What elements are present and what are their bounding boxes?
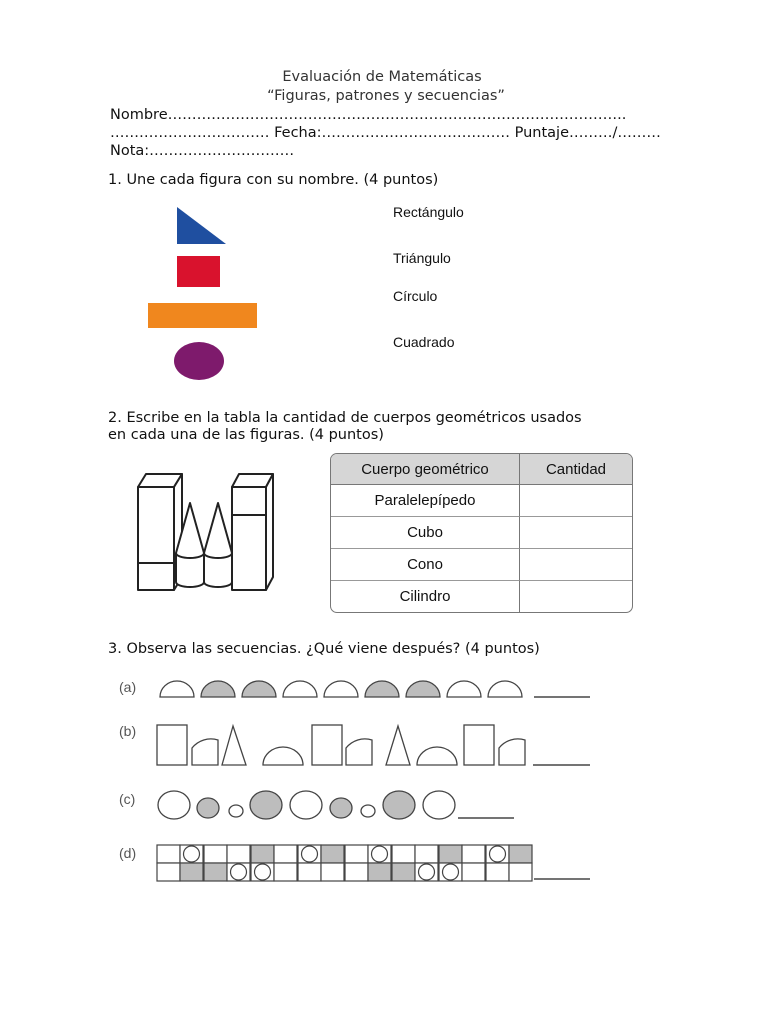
grid-7	[439, 845, 485, 881]
table-row	[331, 485, 632, 516]
seq-d-label: (d)	[119, 845, 137, 861]
grade-line: Nota:…………………………	[110, 143, 295, 159]
row-label: Cilindro	[331, 580, 520, 612]
row-label: Cubo	[331, 516, 520, 548]
answer-cell[interactable]	[520, 516, 632, 548]
page-title: Evaluación de Matemáticas	[282, 69, 482, 85]
question-3-text: 3. Observa las secuencias. ¿Qué viene después? (4 puntos)	[108, 641, 540, 657]
grid-5	[345, 845, 391, 881]
sequence-a	[160, 681, 590, 697]
q1-shapes	[140, 200, 270, 385]
bodies-table	[330, 453, 633, 613]
sequence-b	[157, 725, 590, 765]
red-square	[177, 256, 220, 287]
row-label: Cono	[331, 548, 520, 580]
name-cuadrado: Cuadrado	[393, 334, 455, 350]
header-cantidad: Cantidad	[520, 454, 632, 485]
grid-2	[204, 845, 250, 881]
answer-cell[interactable]	[520, 548, 632, 580]
name-rectangulo: Rectángulo	[393, 204, 464, 220]
answer-cell[interactable]	[520, 580, 632, 612]
question-2-text-line2: en cada una de las figuras. (4 puntos)	[108, 427, 384, 443]
name-triangulo: Triángulo	[393, 250, 451, 266]
purple-circle	[174, 342, 224, 380]
grid-1	[157, 845, 203, 881]
table-row	[331, 516, 632, 548]
geometric-bodies-figure	[130, 465, 280, 595]
grid-8	[486, 845, 532, 881]
sequences-figure	[150, 670, 600, 885]
grid-3	[251, 845, 297, 881]
question-1-text: 1. Une cada figura con su nombre. (4 puntos)	[108, 172, 439, 188]
blue-triangle	[177, 207, 226, 244]
row-label: Paralelepípedo	[331, 485, 520, 516]
grid-4	[298, 845, 344, 881]
sequence-d	[157, 845, 590, 881]
seq-b-label: (b)	[119, 723, 137, 739]
name-circulo: Círculo	[393, 288, 438, 304]
question-2-text-line1: 2. Escribe en la tabla la cantidad de cuerpos geométricos usados	[108, 410, 582, 426]
seq-c-label: (c)	[119, 791, 136, 807]
header-cuerpo: Cuerpo geométrico	[331, 454, 520, 485]
seq-a-label: (a)	[119, 679, 137, 695]
orange-rectangle	[148, 303, 257, 328]
table-row	[331, 580, 632, 612]
answer-cell[interactable]	[520, 485, 632, 516]
page-subtitle: “Figuras, patrones y secuencias”	[267, 88, 505, 104]
name-line: Nombre…………………………………………………………………………………..	[110, 107, 627, 123]
grid-6	[392, 845, 438, 881]
sequence-c	[158, 791, 514, 819]
date-score-line: …………………………… Fecha:………………………………… Puntaje………/………	[110, 125, 661, 141]
table-row	[331, 548, 632, 580]
